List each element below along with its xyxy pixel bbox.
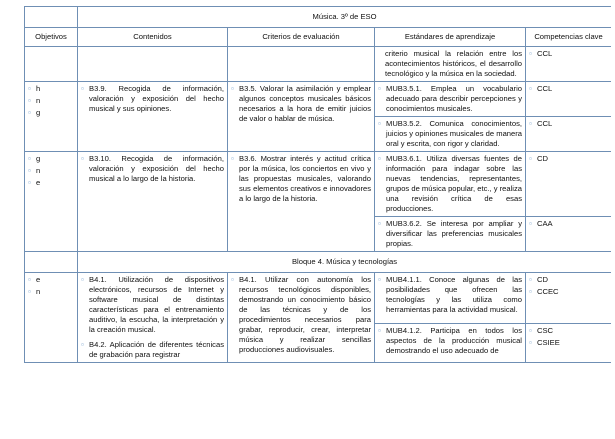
header-contenidos: Contenidos <box>78 28 228 47</box>
bullet-icon: ▫ <box>231 84 234 93</box>
objetivo-code: g <box>36 108 41 117</box>
bullet-icon: ▫ <box>529 219 532 228</box>
estandar-text: MUB3.5.1. Emplea un vocabulario adecuado para describir percepciones y conocimientos musicales. <box>386 84 522 113</box>
criterio-text: B3.6. Mostrar interés y actitud crítica por la música, los conciertos en vivo y las propuestas musicales, valorando sus elementos creativos e innovadores a lo largo de la historia. <box>239 154 371 203</box>
competencia-code: CAA <box>537 219 553 228</box>
objetivos-cell <box>25 273 78 363</box>
bullet-icon: ▫ <box>28 154 31 163</box>
estandar-text: MUB4.1.1. Conoce algunas de las posibilidades que ofrecen las tecnologías y las utiliza como herramientas para la actividad musical. <box>386 275 522 314</box>
estandar-cell <box>375 117 526 152</box>
header-row <box>25 28 612 47</box>
bullet-icon: ▫ <box>231 154 234 163</box>
estandar-text: MUB4.1.2. Participa en todos los aspectos de la producción musical demostrando el uso adecuado de <box>386 325 522 355</box>
objetivo-code: g <box>36 154 41 163</box>
contenido-text: B4.1. Utilización de dispositivos electrónicos, recursos de Internet y software musical de distintas características para el entrenamiento auditivo, la escucha, la interpretación y la creación musical. <box>89 275 224 334</box>
objetivos-cell <box>25 47 78 82</box>
estandar-cell <box>375 82 526 117</box>
estandar-text: criterio musical la relación entre los acontecimientos históricos, el desarrollo tecnológico y la música en la sociedad. <box>385 49 522 78</box>
header-criterios: Criterios de evaluación <box>228 28 375 47</box>
bullet-icon: ▫ <box>529 154 532 163</box>
objetivo-code: e <box>36 275 41 284</box>
contenidos-cell <box>78 152 228 252</box>
bullet-icon: ▫ <box>378 84 381 93</box>
criterios-cell <box>228 82 375 152</box>
table-title: Música. 3º de ESO <box>78 7 612 28</box>
estandar-cell <box>375 152 526 217</box>
contenidos-cell <box>78 82 228 152</box>
competencias-cell <box>526 323 612 362</box>
competencia-code: CD <box>537 275 548 284</box>
bullet-icon: ▫ <box>28 166 31 175</box>
bullet-icon: ▫ <box>28 84 31 93</box>
header-estandares: Estándares de aprendizaje <box>375 28 526 47</box>
competencias-cell <box>526 47 612 82</box>
competencia-code: CCEC <box>537 287 559 296</box>
bullet-icon: ▫ <box>81 340 84 349</box>
bullet-icon: ▫ <box>378 275 381 284</box>
contenidos-cell <box>78 273 228 363</box>
bullet-icon: ▫ <box>529 49 532 58</box>
competencias-cell <box>526 273 612 324</box>
competencias-cell <box>526 82 612 117</box>
competencias-cell <box>526 217 612 252</box>
table-row <box>25 47 612 82</box>
estandar-cell <box>375 273 526 324</box>
title-spacer-cell <box>25 7 78 28</box>
bullet-icon: ▫ <box>529 275 532 284</box>
header-competencias: Competencias clave <box>526 28 612 47</box>
bullet-icon: ▫ <box>28 178 31 187</box>
bullet-icon: ▫ <box>529 325 532 335</box>
bullet-icon: ▫ <box>529 84 532 93</box>
competencias-cell <box>526 117 612 152</box>
estandar-text: MUB3.5.2. Comunica conocimientos, juicios y opiniones musicales de manera oral y escrita, con rigor y claridad. <box>386 119 522 148</box>
competencia-code: CD <box>537 154 548 163</box>
bullet-icon: ▫ <box>81 154 84 163</box>
objetivo-code: h <box>36 84 41 93</box>
competencia-code: CCL <box>537 84 553 93</box>
estandar-cell <box>375 47 526 82</box>
table-row <box>25 273 612 324</box>
bullet-icon: ▫ <box>231 275 234 284</box>
competencia-code: CSIEE <box>537 337 560 347</box>
bullet-icon: ▫ <box>378 154 381 163</box>
estandar-cell <box>375 217 526 252</box>
title-row <box>25 7 612 28</box>
curriculum-table <box>24 6 611 363</box>
bullet-icon: ▫ <box>28 275 31 284</box>
section-spacer-cell <box>25 252 78 273</box>
contenido-text: B3.9. Recogida de información, valoración y exposición del hecho musical y sus opiniones. <box>89 84 224 113</box>
objetivos-cell <box>25 152 78 252</box>
objetivo-code: n <box>36 96 41 105</box>
table-row <box>25 82 612 117</box>
bullet-icon: ▫ <box>28 287 31 296</box>
bullet-icon: ▫ <box>28 108 31 117</box>
curriculum-table-container <box>24 6 611 439</box>
contenido-text: B3.10. Recogida de información, valoración y exposición del hecho musical a lo largo de la historia. <box>89 154 224 183</box>
objetivos-cell <box>25 82 78 152</box>
criterio-text: B3.5. Valorar la asimilación y emplear algunos conceptos musicales básicos necesarios a la hora de emitir juicios de valor o hablar de música. <box>239 84 371 123</box>
competencias-cell <box>526 152 612 217</box>
section-title: Bloque 4. Música y tecnologías <box>78 252 612 273</box>
criterios-cell <box>228 273 375 363</box>
bullet-icon: ▫ <box>529 337 532 347</box>
bullet-icon: ▫ <box>378 219 381 228</box>
estandar-cell <box>375 323 526 362</box>
bullet-icon: ▫ <box>81 275 84 284</box>
bullet-icon: ▫ <box>529 119 532 128</box>
competencia-code: CCL <box>537 119 553 128</box>
criterios-cell <box>228 152 375 252</box>
table-row <box>25 152 612 217</box>
bullet-icon: ▫ <box>28 96 31 105</box>
bullet-icon: ▫ <box>378 119 381 128</box>
bullet-icon: ▫ <box>81 84 84 93</box>
competencia-code: CSC <box>537 325 554 335</box>
bullet-icon: ▫ <box>378 325 381 335</box>
competencia-code: CCL <box>537 49 553 58</box>
objetivo-code: e <box>36 178 41 187</box>
objetivo-code: n <box>36 166 41 175</box>
contenidos-cell <box>78 47 228 82</box>
estandar-text: MUB3.6.2. Se interesa por ampliar y diversificar las preferencias musicales propias. <box>386 219 522 248</box>
estandar-text: MUB3.6.1. Utiliza diversas fuentes de información para indagar sobre las nuevas tendencias, representantes, grupos de música popular, etc., y realiza una revisión crítica de esas producciones. <box>386 154 522 213</box>
criterio-text: B4.1. Utilizar con autonomía los recursos tecnológicos disponibles, demostrando un conocimiento básico de las técnicas y de los procedimientos necesarios para grabar, reproducir, crear, interpretar música y realizar sencillas producciones audiovisuales. <box>239 275 371 354</box>
bullet-icon: ▫ <box>529 287 532 296</box>
header-objetivos: Objetivos <box>25 28 78 47</box>
section-row <box>25 252 612 273</box>
objetivo-code: n <box>36 287 41 296</box>
criterios-cell <box>228 47 375 82</box>
contenido-text: B4.2. Aplicación de diferentes técnicas de grabación para registrar <box>89 340 224 359</box>
